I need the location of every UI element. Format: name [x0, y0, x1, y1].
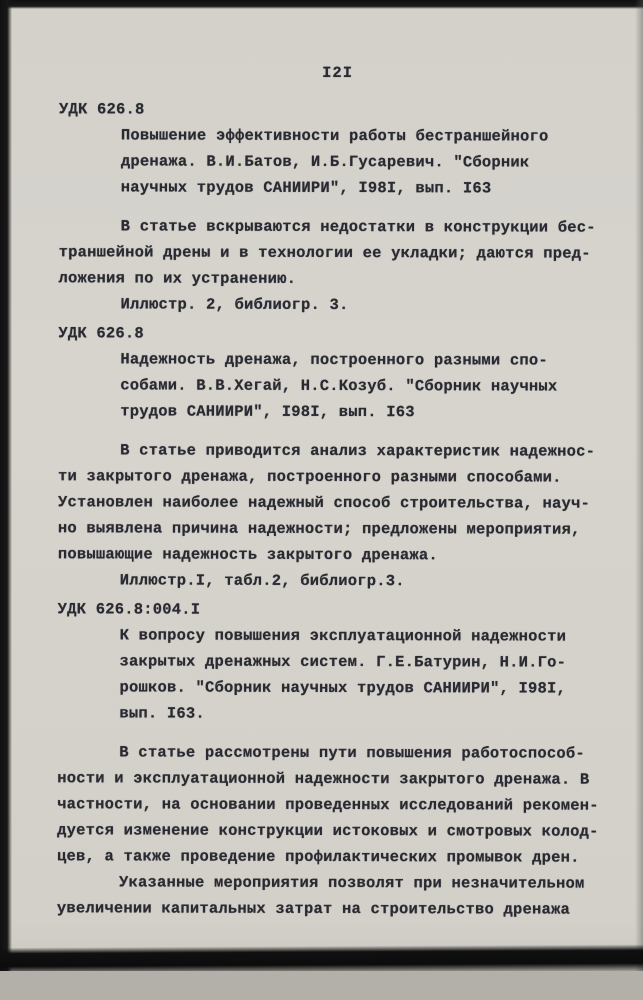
page-number: I2I — [322, 63, 354, 83]
udk-code: УДК 626.8:004.I — [57, 600, 201, 619]
udk-code: УДК 626.8 — [58, 100, 145, 119]
bibliographic-entry — [58, 96, 616, 318]
stats-line: Иллюстр. 2, библиогр. 3. — [120, 295, 349, 315]
entry-title: Надежность дренажа, построенного разными спо- собами. В.В.Хегай, Н.С.Козуб. "Сборник научных трудов САНИИРИ", I98I, вып. I63 — [120, 350, 558, 422]
scan-edge-left — [0, 0, 12, 1000]
scan-bottom-margin — [0, 971, 643, 1000]
abstract-paragraph: В статье приводится анализ характеристик надежнос- ти закрытого дренажа, построенного разными способами. Установлен наиболее надежный способ строительства, науч- но выявлена причина надежности; предложены мероприятия, повышающие надежность закрытого дренажа. — [57, 441, 596, 565]
bibliographic-entry — [57, 596, 615, 922]
abstract-paragraph: В статье вскрываются недостатки в конструкции бес- траншейной дрены и в технологии ее укладки; даются пред- ложения по их устранению. — [58, 217, 596, 288]
entry-title: К вопросу повышения эксплуатационной надежности закрытых дренажных систем. Г.Е.Батурин, Н.И.Го- рошков. "Сборник научных трудов САНИИРИ", I98I, вып. I63. — [119, 626, 567, 723]
udk-code: УДК 626.8 — [58, 324, 144, 343]
closing-paragraph: Указанные мероприятия позволят при незначительном увеличении капитальных затрат на строительство дренажа — [56, 873, 585, 919]
scan-edge-top — [0, 0, 643, 9]
page-content — [57, 59, 616, 925]
entry-title: Повышение эффективности работы бестраншейного дренажа. В.И.Батов, И.Б.Гусаревич. "Сборник научных трудов САНИИРИ", I98I, вып. I63 — [120, 126, 549, 198]
scan-edge-right — [635, 0, 643, 1000]
bibliographic-entry — [58, 320, 616, 594]
abstract-paragraph: В статье рассмотрены пути повышения работоспособ- ности и эксплуатационной надежности закрытого дренажа. В частности, на основании проведенных исследований рекомен- дуется изменение конструкции истоковых и смотровых колод- цев, а также проведение профилактических промывок дрен. — [57, 743, 599, 867]
stats-line: Иллюстр.I, табл.2, библиогр.3. — [119, 571, 405, 591]
